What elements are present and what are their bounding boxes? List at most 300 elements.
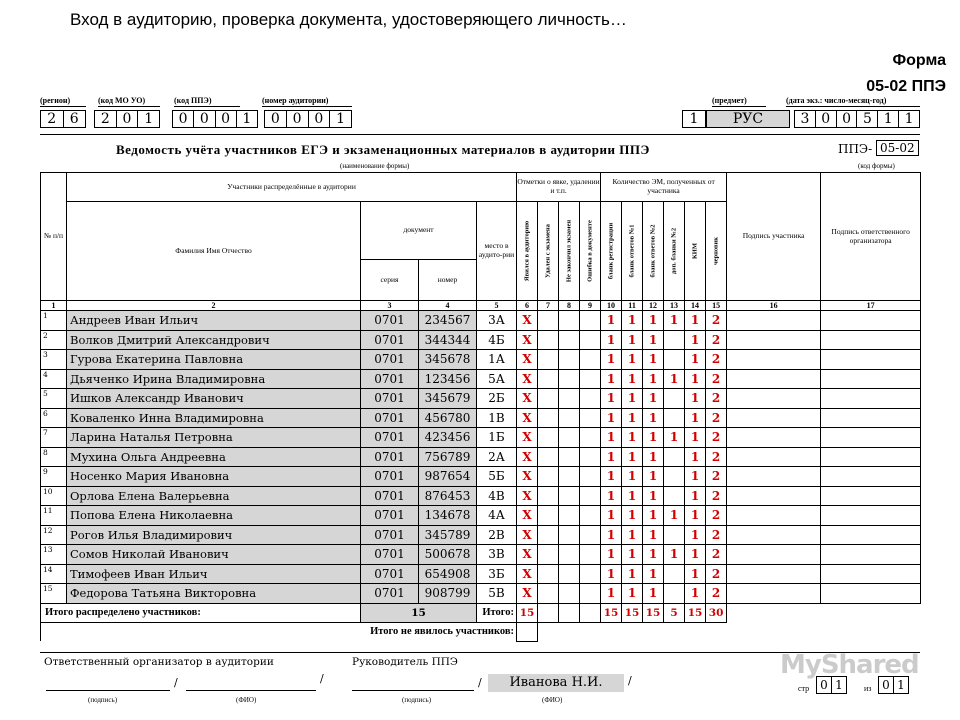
em-count[interactable]: 2 <box>706 467 727 487</box>
region-cells[interactable] <box>40 110 86 128</box>
organizer-signature[interactable] <box>821 506 921 526</box>
doc-number: 344344 <box>419 330 477 350</box>
separator: / <box>320 672 324 685</box>
em-count[interactable]: 2 <box>706 350 727 370</box>
em-count[interactable]: 1 <box>685 564 706 584</box>
mark-cell[interactable] <box>538 369 559 389</box>
em-count[interactable]: 1 <box>643 525 664 545</box>
attendance-mark[interactable]: Х <box>517 369 538 389</box>
attendance-mark[interactable]: Х <box>517 447 538 467</box>
mark-cell[interactable] <box>559 584 580 604</box>
mark-cell[interactable] <box>559 408 580 428</box>
em-col-header <box>664 202 685 301</box>
participants-header: Участники распределённые в аудитории <box>67 173 517 202</box>
mark-cell[interactable] <box>580 545 601 565</box>
mark-cell[interactable] <box>580 447 601 467</box>
mark-cell[interactable] <box>538 408 559 428</box>
doc-series: 0701 <box>361 408 419 428</box>
ppe-digit: 1 <box>242 111 252 127</box>
em-count[interactable]: 1 <box>685 486 706 506</box>
head-fio-field[interactable]: Иванова Н.И. <box>488 674 624 692</box>
mark-cell[interactable] <box>580 525 601 545</box>
mark-cell[interactable] <box>580 467 601 487</box>
doc-number: 756789 <box>419 447 477 467</box>
seat-place: 2А <box>477 447 517 467</box>
column-number: 3 <box>361 301 419 311</box>
em-count[interactable]: 1 <box>643 564 664 584</box>
mark-cell[interactable] <box>580 506 601 526</box>
em-count[interactable]: 1 <box>643 389 664 409</box>
organizer-fio-caption: (ФИО) <box>236 696 257 704</box>
em-count[interactable]: 1 <box>643 545 664 565</box>
row-index: 13 <box>41 545 67 565</box>
mark-cell[interactable] <box>538 525 559 545</box>
doc-series: 0701 <box>361 311 419 331</box>
date-digit: 0 <box>816 111 837 127</box>
row-index: 12 <box>41 525 67 545</box>
date-label: (дата экз.: число-месяц-год) <box>786 96 920 107</box>
table-row <box>41 525 921 545</box>
em-count[interactable]: 2 <box>706 486 727 506</box>
row-index: 8 <box>41 447 67 467</box>
em-count[interactable]: 1 <box>622 486 643 506</box>
total-distributed-label: Итого распределено участников: <box>41 603 361 622</box>
mark-cell[interactable] <box>538 428 559 448</box>
em-count[interactable]: 2 <box>706 447 727 467</box>
organizer-signature[interactable] <box>821 584 921 604</box>
em-count[interactable] <box>664 330 685 350</box>
em-count[interactable]: 2 <box>706 525 727 545</box>
attendance-mark[interactable]: Х <box>517 389 538 409</box>
mark-cell[interactable] <box>559 506 580 526</box>
column-number: 17 <box>821 301 921 311</box>
em-count[interactable]: 1 <box>685 545 706 565</box>
em-count[interactable]: 2 <box>706 369 727 389</box>
mark-cell[interactable] <box>580 330 601 350</box>
table-row <box>41 584 921 604</box>
seat-place: 4Б <box>477 330 517 350</box>
mark-cell[interactable] <box>559 486 580 506</box>
divider <box>40 134 920 135</box>
em-count[interactable]: 1 <box>685 389 706 409</box>
mou-digit: 0 <box>117 111 139 127</box>
em-count[interactable]: 1 <box>685 506 706 526</box>
watermark: MyShared <box>780 650 919 680</box>
em-count[interactable]: 1 <box>643 506 664 526</box>
sig-participant-header: Подпись участника <box>727 173 821 301</box>
region-digit: 2 <box>41 111 64 127</box>
participant-name: Федорова Татьяна Викторовна <box>67 584 361 604</box>
em-col-label: бланк ответов №1 <box>628 224 636 278</box>
form-label-line-1: Форма <box>892 52 946 69</box>
em-count[interactable] <box>664 408 685 428</box>
auditorium-cells[interactable] <box>264 110 352 128</box>
head-sign-line[interactable] <box>352 674 474 691</box>
participant-name: Мухина Ольга Андреевна <box>67 447 361 467</box>
em-count[interactable]: 1 <box>622 408 643 428</box>
attendance-mark[interactable]: Х <box>517 408 538 428</box>
em-count[interactable]: 1 <box>685 369 706 389</box>
attendance-mark[interactable]: Х <box>517 584 538 604</box>
participant-signature[interactable] <box>727 311 821 331</box>
em-count[interactable]: 1 <box>643 350 664 370</box>
attendance-mark[interactable]: Х <box>517 350 538 370</box>
organizer-signature[interactable] <box>821 545 921 565</box>
mark-cell[interactable] <box>559 350 580 370</box>
em-count[interactable] <box>664 525 685 545</box>
mark-cell[interactable] <box>580 584 601 604</box>
em-count[interactable]: 1 <box>664 369 685 389</box>
mark-cell[interactable] <box>538 447 559 467</box>
mark-cell[interactable] <box>580 350 601 370</box>
row-index: 9 <box>41 467 67 487</box>
row-index: 10 <box>41 486 67 506</box>
em-header: Количество ЭМ, полученных от участника <box>601 173 727 202</box>
attendance-mark[interactable]: Х <box>517 564 538 584</box>
mark-cell[interactable] <box>559 330 580 350</box>
mark-cell[interactable] <box>580 486 601 506</box>
participant-name: Ларина Наталья Петровна <box>67 428 361 448</box>
mark-cell[interactable] <box>559 389 580 409</box>
participant-name: Тимофеев Иван Ильич <box>67 564 361 584</box>
column-number: 1 <box>41 301 67 311</box>
em-count[interactable]: 1 <box>601 545 622 565</box>
table-row <box>41 545 921 565</box>
em-col-label: КИМ <box>691 243 699 259</box>
participant-signature[interactable] <box>727 428 821 448</box>
participant-name: Сомов Николай Иванович <box>67 545 361 565</box>
total-present: 15 <box>517 603 538 622</box>
organizer-signature[interactable] <box>821 369 921 389</box>
participant-signature[interactable] <box>727 330 821 350</box>
organizer-signature[interactable] <box>821 311 921 331</box>
mark-col-label: Удален с экзамена <box>544 224 552 278</box>
em-count[interactable]: 1 <box>685 330 706 350</box>
mark-cell[interactable] <box>538 506 559 526</box>
organizer-signature[interactable] <box>821 525 921 545</box>
attendance-mark[interactable]: Х <box>517 330 538 350</box>
mark-cell[interactable] <box>559 525 580 545</box>
mark-cell[interactable] <box>559 564 580 584</box>
em-count[interactable]: 1 <box>622 545 643 565</box>
attendance-mark[interactable]: Х <box>517 467 538 487</box>
em-count[interactable]: 1 <box>601 389 622 409</box>
em-count[interactable]: 1 <box>622 428 643 448</box>
em-count[interactable]: 1 <box>685 408 706 428</box>
em-count[interactable]: 1 <box>622 369 643 389</box>
em-count[interactable]: 1 <box>622 584 643 604</box>
participant-name: Ишков Александр Иванович <box>67 389 361 409</box>
participant-name: Дьяченко Ирина Владимировна <box>67 369 361 389</box>
participant-signature[interactable] <box>727 584 821 604</box>
auditorium-label: (номер аудитории) <box>262 96 352 107</box>
row-index: 7 <box>41 428 67 448</box>
em-count[interactable]: 1 <box>622 564 643 584</box>
organizer-signature[interactable] <box>821 389 921 409</box>
em-count[interactable]: 1 <box>601 350 622 370</box>
seat-place: 4В <box>477 486 517 506</box>
organizer-signature[interactable] <box>821 486 921 506</box>
marks-header: Отметки о явке, удалении и т.п. <box>517 173 601 202</box>
mark-cell[interactable] <box>559 369 580 389</box>
em-count[interactable]: 2 <box>706 311 727 331</box>
em-count[interactable]: 1 <box>601 525 622 545</box>
em-col-label: бланк регистрации <box>607 222 615 280</box>
em-count[interactable]: 1 <box>685 350 706 370</box>
organizer-signature[interactable] <box>821 408 921 428</box>
mark-col-header <box>580 202 601 301</box>
participant-signature[interactable] <box>727 389 821 409</box>
em-count[interactable] <box>664 389 685 409</box>
em-count[interactable]: 1 <box>622 525 643 545</box>
em-count[interactable]: 2 <box>706 389 727 409</box>
participant-signature[interactable] <box>727 525 821 545</box>
organizer-signature[interactable] <box>821 447 921 467</box>
column-number: 6 <box>517 301 538 311</box>
mark-cell[interactable] <box>538 467 559 487</box>
doc-series: 0701 <box>361 564 419 584</box>
column-number: 10 <box>601 301 622 311</box>
row-index: 14 <box>41 564 67 584</box>
organizer-signature[interactable] <box>821 350 921 370</box>
em-count[interactable]: 1 <box>601 506 622 526</box>
em-count[interactable]: 1 <box>622 311 643 331</box>
em-count[interactable]: 1 <box>685 428 706 448</box>
em-count[interactable]: 1 <box>601 330 622 350</box>
auditorium-digit: 0 <box>287 111 309 127</box>
seat-place: 5В <box>477 584 517 604</box>
seat-place: 1А <box>477 350 517 370</box>
em-count[interactable]: 1 <box>643 369 664 389</box>
mark-cell[interactable] <box>580 369 601 389</box>
em-count[interactable]: 1 <box>601 408 622 428</box>
organizer-sign-line[interactable] <box>46 674 170 691</box>
em-count[interactable]: 2 <box>706 330 727 350</box>
attendance-mark[interactable]: Х <box>517 525 538 545</box>
doc-series: 0701 <box>361 447 419 467</box>
head-fio-caption: (ФИО) <box>542 696 563 704</box>
mark-cell[interactable] <box>559 545 580 565</box>
participant-signature[interactable] <box>727 369 821 389</box>
participant-signature[interactable] <box>727 408 821 428</box>
em-count[interactable]: 1 <box>643 311 664 331</box>
table-row <box>41 369 921 389</box>
em-count[interactable]: 1 <box>664 545 685 565</box>
em-count[interactable]: 1 <box>601 486 622 506</box>
em-count[interactable]: 1 <box>664 506 685 526</box>
em-count[interactable]: 1 <box>643 330 664 350</box>
date-digit: 5 <box>857 111 878 127</box>
ppe-cells[interactable] <box>172 110 258 128</box>
doc-series: 0701 <box>361 506 419 526</box>
participant-signature[interactable] <box>727 506 821 526</box>
mark-cell[interactable] <box>538 486 559 506</box>
mark-cell[interactable] <box>538 584 559 604</box>
em-col-header <box>622 202 643 301</box>
em-count[interactable]: 1 <box>643 486 664 506</box>
place-header: место в аудито-рии <box>477 202 517 301</box>
subject-name-cell[interactable] <box>706 110 790 128</box>
em-count[interactable]: 1 <box>643 584 664 604</box>
region-label: (регион) <box>40 96 86 107</box>
participant-signature[interactable] <box>727 467 821 487</box>
em-count[interactable]: 1 <box>685 584 706 604</box>
em-count[interactable]: 1 <box>664 428 685 448</box>
attendance-mark[interactable]: Х <box>517 506 538 526</box>
participant-signature[interactable] <box>727 486 821 506</box>
column-number: 8 <box>559 301 580 311</box>
mark-cell[interactable] <box>538 389 559 409</box>
em-count[interactable]: 1 <box>601 447 622 467</box>
organizer-sign-caption: (подпись) <box>88 696 118 704</box>
date-digit: 3 <box>795 111 816 127</box>
doc-series: 0701 <box>361 330 419 350</box>
total-cell <box>559 603 580 622</box>
column-number: 5 <box>477 301 517 311</box>
pages-digit: 1 <box>897 678 905 692</box>
ppe-digit: 0 <box>194 111 215 127</box>
slide-title: Вход в аудиторию, проверка документа, удостоверяющего личность… <box>70 10 627 29</box>
mark-cell[interactable] <box>559 447 580 467</box>
em-count[interactable] <box>664 486 685 506</box>
em-count[interactable]: 1 <box>601 369 622 389</box>
em-count[interactable] <box>664 447 685 467</box>
mark-cell[interactable] <box>559 428 580 448</box>
em-count[interactable] <box>664 467 685 487</box>
total-absent[interactable] <box>517 622 538 641</box>
total-label: Итого: <box>477 603 517 622</box>
mark-cell[interactable] <box>559 311 580 331</box>
em-count[interactable]: 2 <box>706 545 727 565</box>
em-count[interactable] <box>664 350 685 370</box>
mark-col-header <box>559 202 580 301</box>
em-count[interactable]: 1 <box>685 447 706 467</box>
doc-number: 987654 <box>419 467 477 487</box>
organizer-signature[interactable] <box>821 428 921 448</box>
em-count[interactable]: 2 <box>706 408 727 428</box>
doc-number: 123456 <box>419 369 477 389</box>
num-header: № п/п <box>41 173 67 301</box>
attendance-mark[interactable]: Х <box>517 428 538 448</box>
attendance-mark[interactable]: Х <box>517 311 538 331</box>
table-row <box>41 408 921 428</box>
date-digit: 1 <box>878 111 899 127</box>
em-count[interactable]: 1 <box>601 311 622 331</box>
mark-cell[interactable] <box>580 428 601 448</box>
doc-series: 0701 <box>361 369 419 389</box>
mark-col-header <box>538 202 559 301</box>
table-row <box>41 506 921 526</box>
mou-digit: 2 <box>95 111 117 127</box>
em-count[interactable]: 1 <box>643 447 664 467</box>
attendance-mark[interactable]: Х <box>517 486 538 506</box>
em-count[interactable]: 1 <box>622 467 643 487</box>
em-count[interactable]: 1 <box>601 467 622 487</box>
participant-signature[interactable] <box>727 447 821 467</box>
doc-series: 0701 <box>361 428 419 448</box>
mou-digit: 1 <box>144 111 154 127</box>
em-count[interactable] <box>664 584 685 604</box>
em-count[interactable]: 1 <box>643 408 664 428</box>
mark-cell[interactable] <box>580 408 601 428</box>
column-number: 4 <box>419 301 477 311</box>
em-count[interactable]: 2 <box>706 506 727 526</box>
em-count[interactable] <box>664 564 685 584</box>
em-count[interactable]: 2 <box>706 564 727 584</box>
attendance-mark[interactable]: Х <box>517 545 538 565</box>
organizer-fio-line[interactable] <box>186 674 316 691</box>
separator: / <box>174 676 178 689</box>
participant-signature[interactable] <box>727 564 821 584</box>
em-col-header <box>643 202 664 301</box>
date-cells[interactable] <box>794 110 920 128</box>
em-count[interactable]: 1 <box>622 389 643 409</box>
column-number-row <box>41 301 921 311</box>
mou-cells[interactable] <box>94 110 160 128</box>
doc-number: 345679 <box>419 389 477 409</box>
em-count[interactable]: 2 <box>706 428 727 448</box>
em-count[interactable]: 1 <box>601 428 622 448</box>
sig-organizer-header: Подпись ответственного организатора <box>821 173 921 301</box>
doc-number: 500678 <box>419 545 477 565</box>
organizer-signature[interactable] <box>821 330 921 350</box>
em-count[interactable]: 1 <box>685 311 706 331</box>
form-code-caption: (код формы) <box>858 162 895 170</box>
em-count[interactable]: 1 <box>622 506 643 526</box>
em-count[interactable]: 1 <box>664 311 685 331</box>
em-count[interactable]: 1 <box>685 467 706 487</box>
mark-cell[interactable] <box>538 311 559 331</box>
participant-signature[interactable] <box>727 350 821 370</box>
organizer-signature[interactable] <box>821 564 921 584</box>
em-count[interactable]: 1 <box>622 350 643 370</box>
em-count[interactable]: 1 <box>643 428 664 448</box>
total-cell <box>580 603 601 622</box>
series-header: серия <box>361 259 419 300</box>
em-count[interactable]: 1 <box>601 584 622 604</box>
subject-name: РУС <box>732 111 764 127</box>
table-row <box>41 350 921 370</box>
participant-signature[interactable] <box>727 545 821 565</box>
em-count[interactable]: 1 <box>685 525 706 545</box>
table-row <box>41 311 921 331</box>
date-digit: 0 <box>837 111 858 127</box>
mark-cell[interactable] <box>538 545 559 565</box>
mark-cell[interactable] <box>538 330 559 350</box>
mark-cell[interactable] <box>580 564 601 584</box>
table-row <box>41 389 921 409</box>
mark-cell[interactable] <box>580 311 601 331</box>
column-number: 12 <box>643 301 664 311</box>
mark-col-label: Не закончил экзамен <box>565 219 573 283</box>
organizer-signature[interactable] <box>821 467 921 487</box>
em-col-header <box>706 202 727 301</box>
em-count[interactable]: 2 <box>706 584 727 604</box>
subject-code-cell[interactable] <box>682 110 706 128</box>
em-col-label: доп. бланки №2 <box>670 227 678 275</box>
mark-cell[interactable] <box>538 350 559 370</box>
em-count[interactable]: 1 <box>622 447 643 467</box>
doc-series: 0701 <box>361 584 419 604</box>
em-count[interactable]: 1 <box>601 564 622 584</box>
em-count[interactable]: 1 <box>622 330 643 350</box>
mark-cell[interactable] <box>559 467 580 487</box>
em-count[interactable]: 1 <box>643 467 664 487</box>
participant-name: Андреев Иван Ильич <box>67 311 361 331</box>
mark-cell[interactable] <box>580 389 601 409</box>
doc-series: 0701 <box>361 467 419 487</box>
mark-cell[interactable] <box>538 564 559 584</box>
